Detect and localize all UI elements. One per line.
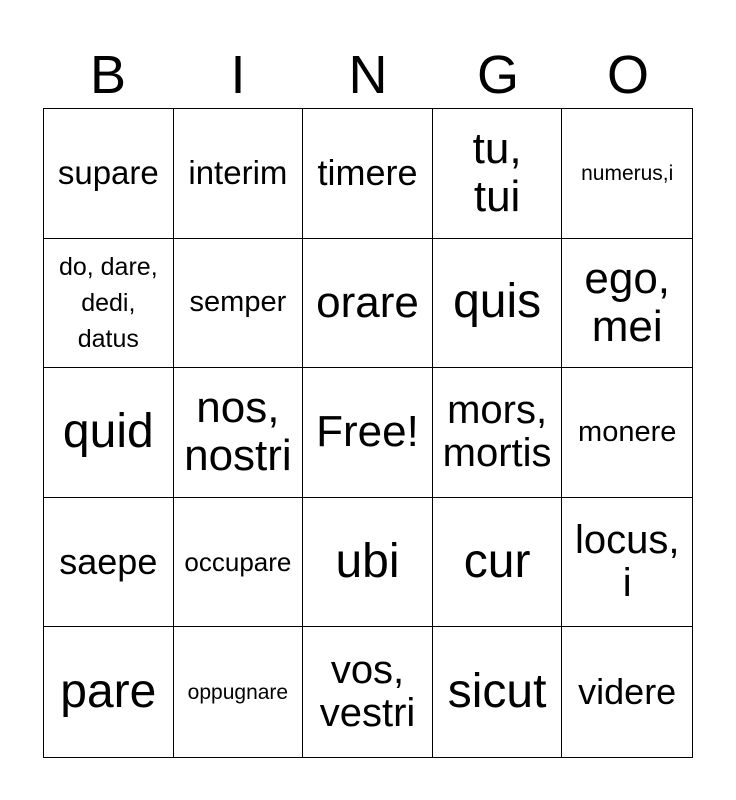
bingo-cell-r3c2[interactable] — [174, 368, 304, 498]
bingo-cell-r4c5[interactable] — [562, 498, 692, 628]
bingo-header — [43, 42, 693, 108]
cell-text: nos, nostri — [184, 383, 292, 481]
bingo-cell-r1c4[interactable] — [433, 109, 563, 239]
cell-text: interim — [188, 154, 288, 192]
cell-text: saepe — [59, 541, 158, 583]
cell-text: monere — [578, 415, 677, 448]
header-letter-b: B — [89, 45, 127, 105]
cell-text: vos, vestri — [319, 648, 416, 736]
header-letter-i: I — [230, 45, 246, 105]
bingo-cell-r1c3[interactable] — [303, 109, 433, 239]
cell-text: orare — [316, 277, 419, 327]
header-letter-n: N — [348, 45, 388, 105]
cell-text: quid — [62, 405, 154, 459]
cell-text: mors, mortis — [442, 388, 552, 476]
bingo-cell-r2c3[interactable] — [303, 239, 433, 369]
bingo-cell-r2c1[interactable] — [44, 239, 174, 369]
bingo-cell-r3c1[interactable] — [44, 368, 174, 498]
bingo-cell-r4c1[interactable] — [44, 498, 174, 628]
cell-text: cur — [463, 534, 531, 588]
bingo-cell-r2c2[interactable] — [174, 239, 304, 369]
cell-text: supare — [57, 154, 159, 192]
bingo-cell-r5c2[interactable] — [174, 627, 304, 757]
cell-text: locus, i — [574, 517, 680, 606]
cell-text: semper — [189, 285, 287, 318]
bingo-cell-r2c5[interactable] — [562, 239, 692, 369]
free-space-text: Free! — [316, 407, 419, 457]
cell-text: sicut — [447, 664, 547, 718]
bingo-cell-r3c4[interactable] — [433, 368, 563, 498]
bingo-cell-r5c3[interactable] — [303, 627, 433, 757]
cell-text: do, dare, dedi, datus — [58, 252, 158, 354]
bingo-cell-r5c1[interactable] — [44, 627, 174, 757]
cell-text: occupare — [184, 546, 292, 577]
cell-text: numerus,i — [581, 161, 674, 185]
bingo-board — [43, 108, 693, 758]
cell-text: quis — [453, 275, 542, 329]
cell-text: ubi — [335, 534, 400, 588]
header-letter-o: O — [606, 45, 649, 105]
cell-text: timere — [317, 152, 418, 194]
bingo-cell-r4c4[interactable] — [433, 498, 563, 628]
bingo-cell-r5c4[interactable] — [433, 627, 563, 757]
header-letter-g: G — [476, 45, 519, 105]
cell-text: tu, tui — [472, 123, 522, 222]
free-space-cell[interactable] — [303, 368, 433, 498]
cell-text: videre — [578, 671, 677, 713]
bingo-cell-r1c5[interactable] — [562, 109, 692, 239]
bingo-cell-r1c2[interactable] — [174, 109, 304, 239]
cell-text: oppugnare — [187, 680, 289, 704]
cell-text: ego, mei — [584, 253, 671, 351]
bingo-cell-r5c5[interactable] — [562, 627, 692, 757]
bingo-cell-r3c5[interactable] — [562, 368, 692, 498]
bingo-cell-r4c3[interactable] — [303, 498, 433, 628]
bingo-cell-r1c1[interactable] — [44, 109, 174, 239]
cell-text: pare — [60, 664, 157, 718]
bingo-cell-r4c2[interactable] — [174, 498, 304, 628]
bingo-cell-r2c4[interactable] — [433, 239, 563, 369]
